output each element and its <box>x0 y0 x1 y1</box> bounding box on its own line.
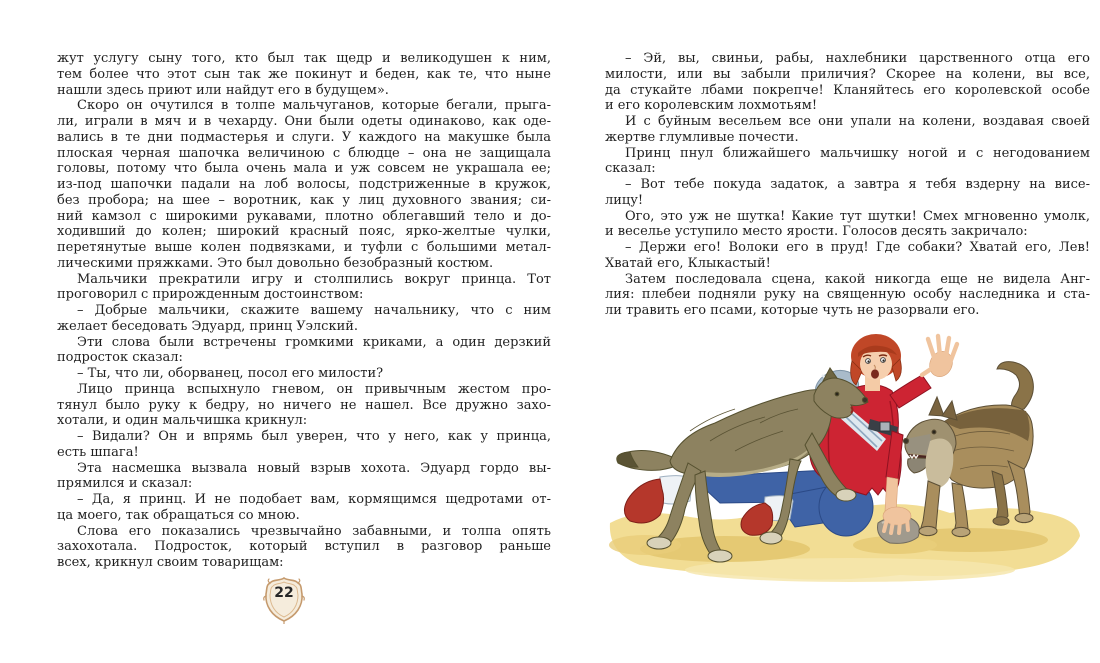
text-line: из-под шапочки падали на лоб волосы, подстриженные в кружок, <box>57 177 551 192</box>
text-line: без пробора; на шее – воротник, как у лиц духовного звания; си- <box>57 192 551 208</box>
text-line: ний камзол с широкими рукавами, плотно облегавший тело и до- <box>57 208 551 224</box>
text-line: Мальчики прекратили игру и столпились вокруг принца. Тот <box>77 271 551 287</box>
text-line: всех, крикнул своим товарищам: <box>57 555 284 570</box>
left-page-text-column <box>57 51 551 571</box>
dog-tail <box>997 362 1033 411</box>
text-line: – Добрые мальчики, скажите вашему начальнику, что с ним <box>77 303 551 318</box>
belt-buckle <box>880 422 890 431</box>
text-line: да стукайте лбами покрепче! Кланяйтесь его королевской особе <box>605 82 1090 98</box>
open-mouth <box>871 369 879 378</box>
text-line: ли травить его псами, которые чуть не разорвали его. <box>605 303 980 318</box>
illustration-boy-attacked-by-dogs <box>600 331 1088 583</box>
text-line: – Держи его! Волоки его в пруд! Где собаки? Хватай его, Лев! <box>625 240 1090 255</box>
text-line: ли, играли в мяч и в чехарду. Они были одеты одинаково, как оде- <box>57 114 551 129</box>
text-line: Хватай его, Клыкастый! <box>605 255 771 271</box>
text-line: – Вот тебе покуда задаток, а завтра я тебя вздерну на висе- <box>625 177 1090 192</box>
text-line: головы, потому что была очень мала и уж совсем не украшала ее; <box>57 161 551 177</box>
text-line: лицу! <box>605 192 644 208</box>
text-line: хотали, и один мальчишка крикнул: <box>57 413 308 429</box>
text-line: ходивший до колен; широкий красный пояс, ярко-желтые чулки, <box>57 224 551 240</box>
text-line: Затем последовала сцена, какой никогда еще не видела Анг- <box>625 271 1090 287</box>
text-line: – Ты, что ли, оборванец, посол его милости? <box>77 366 384 381</box>
text-line: лическими пряжками. Это был довольно безобразный костюм. <box>57 255 494 271</box>
text-line: плоская черная шапочка величиною с блюдце – она не защищала <box>57 145 551 161</box>
text-line: Эти слова были встречены громкими криками, а один дерзкий <box>77 334 551 350</box>
text-line: и веселье уступило место ярости. Голосов десять закричало: <box>605 224 1028 240</box>
text-line: – Да, я принц. И не подобает вам, кормящимся щедротами от- <box>77 492 551 507</box>
raised-hand <box>922 336 957 380</box>
text-line: – Видали? Он и впрямь был уверен, что у него, как у принца, <box>77 429 551 444</box>
text-line: жертве глумливые почести. <box>605 129 799 145</box>
dog-ear <box>929 397 944 416</box>
text-line: тянул было руку к бедру, но ничего не нашел. Все дружно захо- <box>57 397 551 413</box>
text-line: тем более что этот сын так же покинут и беден, как те, что ныне <box>57 66 551 82</box>
text-line: – Эй, вы, свиньи, рабы, нахлебники царственного отца его <box>625 51 1090 66</box>
text-line: подросток сказал: <box>57 350 183 366</box>
page-number-badge <box>261 576 307 624</box>
text-line: Слова его показались чрезвычайно забавными, и толпа опять <box>77 523 551 539</box>
text-line: Эта насмешка вызвала новый взрыв хохота. Эдуард гордо вы- <box>77 460 551 476</box>
text-line: Скоро он очутился в толпе мальчуганов, которые бегали, прыга- <box>77 98 551 114</box>
text-line: Ого, это уж не шутка! Какие тут шутки! Смех мгновенно умолк, <box>625 208 1090 224</box>
text-line: лия: плебеи подняли руку на священную особу наследника и ста- <box>605 287 1090 303</box>
text-line: ца моего, так обращаться со мною. <box>57 507 300 523</box>
page-number: 22 <box>274 585 294 601</box>
text-line: и его королевским лохмотьям! <box>605 98 818 114</box>
text-line: желает беседовать Эдуард, принц Уэлский. <box>57 318 359 334</box>
text-line: жут услугу сыну того, кто был так щедр и великодушен к ним, <box>57 51 551 66</box>
text-line: Принц пнул ближайшего мальчишку ногой и с негодованием <box>625 145 1090 161</box>
text-line: И с буйным весельем все они упали на колени, воздавая своей <box>625 114 1090 129</box>
text-line: перетянутые выше колен подвязками, и туфли с большими метал- <box>57 240 551 255</box>
text-line: есть шпага! <box>57 444 139 460</box>
text-line: Лицо принца вспыхнуло гневом, он привычным жестом про- <box>77 381 551 397</box>
text-line: вались в те дни подмастерья и слуги. У каждого на макушке была <box>57 129 551 145</box>
right-page-text-column <box>605 51 1090 319</box>
text-line: проговорил с прирожденным достоинством: <box>57 287 364 303</box>
dog-ruff <box>926 439 954 489</box>
text-line: сказал: <box>605 161 656 177</box>
text-line: прямился и сказал: <box>57 476 193 492</box>
text-line: захохотала. Подросток, который вступил в разговор раньше <box>57 539 551 555</box>
text-line: нашли здесь приют или найдут его в будущем». <box>57 82 389 98</box>
text-line: милости, или вы забыли приличия? Скорее на колени, вы все, <box>605 66 1090 82</box>
